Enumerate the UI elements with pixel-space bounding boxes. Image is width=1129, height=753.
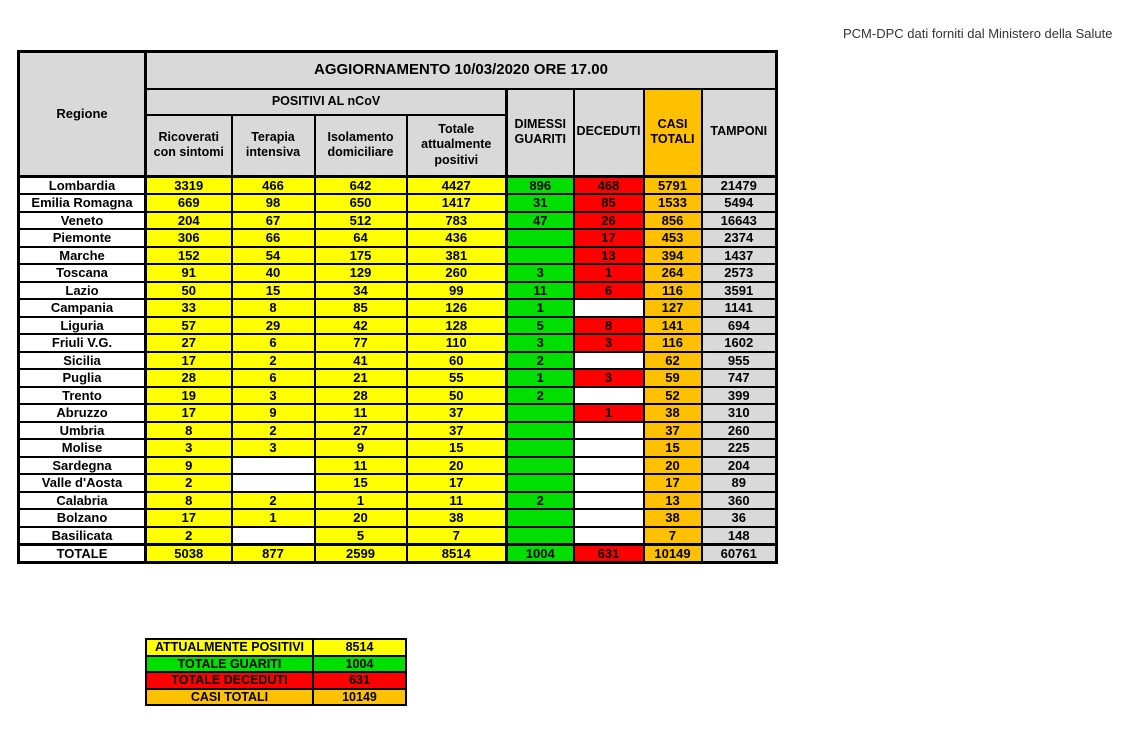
cell-casi-totali: 59 — [644, 369, 702, 387]
cell-ricoverati-sintomi: 33 — [146, 299, 232, 317]
cell-tamponi: 21479 — [702, 177, 777, 195]
cell-ricoverati-sintomi: 3 — [146, 439, 232, 457]
cell-casi-totali: 38 — [644, 404, 702, 422]
cell-tamponi: 260 — [702, 422, 777, 440]
covid-region-table — [17, 50, 778, 564]
cell-tamponi: 310 — [702, 404, 777, 422]
cell-tamponi: 5494 — [702, 194, 777, 212]
cell-totale-positivi: 381 — [407, 247, 507, 265]
summary-value: 631 — [313, 672, 406, 689]
cell-tamponi: 60761 — [702, 544, 777, 562]
cell-regione: Bolzano — [19, 509, 146, 527]
cell-ricoverati-sintomi: 17 — [146, 509, 232, 527]
cell-isolamento-domiciliare: 77 — [315, 334, 407, 352]
cell-casi-totali: 17 — [644, 474, 702, 492]
table-row — [19, 299, 777, 317]
cell-totale-positivi: 783 — [407, 212, 507, 230]
cell-isolamento-domiciliare: 175 — [315, 247, 407, 265]
cell-casi-totali: 15 — [644, 439, 702, 457]
cell-casi-totali: 116 — [644, 334, 702, 352]
cell-tamponi: 36 — [702, 509, 777, 527]
cell-terapia-intensiva: 98 — [232, 194, 315, 212]
cell-totale-positivi: 15 — [407, 439, 507, 457]
cell-totale-positivi: 37 — [407, 404, 507, 422]
cell-tamponi: 747 — [702, 369, 777, 387]
cell-casi-totali: 116 — [644, 282, 702, 300]
cell-terapia-intensiva — [232, 474, 315, 492]
cell-dimessi-guariti: 1 — [507, 369, 574, 387]
cell-regione: Piemonte — [19, 229, 146, 247]
cell-regione: Lazio — [19, 282, 146, 300]
col-header-isolamento: Isolamento domiciliare — [315, 115, 407, 177]
cell-terapia-intensiva: 6 — [232, 369, 315, 387]
cell-deceduti — [574, 457, 644, 475]
cell-deceduti: 631 — [574, 544, 644, 562]
cell-regione: Trento — [19, 387, 146, 405]
cell-totale-positivi: 7 — [407, 527, 507, 545]
cell-dimessi-guariti — [507, 439, 574, 457]
cell-terapia-intensiva: 66 — [232, 229, 315, 247]
cell-isolamento-domiciliare: 129 — [315, 264, 407, 282]
col-header-tamponi: TAMPONI — [702, 89, 777, 177]
cell-casi-totali: 141 — [644, 317, 702, 335]
cell-isolamento-domiciliare: 34 — [315, 282, 407, 300]
col-header-terapia: Terapia intensiva — [232, 115, 315, 177]
table-row — [19, 317, 777, 335]
col-header-totale-positivi: Totale attualmente positivi — [407, 115, 507, 177]
cell-casi-totali: 62 — [644, 352, 702, 370]
cell-dimessi-guariti: 3 — [507, 334, 574, 352]
cell-ricoverati-sintomi: 57 — [146, 317, 232, 335]
summary-row — [146, 689, 406, 706]
cell-terapia-intensiva: 1 — [232, 509, 315, 527]
cell-tamponi: 2374 — [702, 229, 777, 247]
cell-totale-positivi: 50 — [407, 387, 507, 405]
cell-regione: Liguria — [19, 317, 146, 335]
cell-dimessi-guariti: 2 — [507, 352, 574, 370]
cell-isolamento-domiciliare: 21 — [315, 369, 407, 387]
summary-label: TOTALE DECEDUTI — [146, 672, 313, 689]
cell-deceduti — [574, 527, 644, 545]
cell-isolamento-domiciliare: 64 — [315, 229, 407, 247]
cell-tamponi: 955 — [702, 352, 777, 370]
cell-ricoverati-sintomi: 19 — [146, 387, 232, 405]
cell-deceduti — [574, 492, 644, 510]
table-body — [19, 177, 777, 563]
cell-terapia-intensiva: 8 — [232, 299, 315, 317]
cell-deceduti — [574, 352, 644, 370]
cell-regione: Campania — [19, 299, 146, 317]
cell-ricoverati-sintomi: 91 — [146, 264, 232, 282]
cell-deceduti: 1 — [574, 264, 644, 282]
cell-casi-totali: 5791 — [644, 177, 702, 195]
table-row — [19, 457, 777, 475]
cell-regione: Calabria — [19, 492, 146, 510]
cell-terapia-intensiva: 9 — [232, 404, 315, 422]
cell-casi-totali: 38 — [644, 509, 702, 527]
summary-row — [146, 672, 406, 689]
cell-terapia-intensiva — [232, 527, 315, 545]
cell-dimessi-guariti — [507, 229, 574, 247]
cell-isolamento-domiciliare: 42 — [315, 317, 407, 335]
table-row — [19, 229, 777, 247]
table-row — [19, 212, 777, 230]
cell-isolamento-domiciliare: 512 — [315, 212, 407, 230]
cell-regione: Emilia Romagna — [19, 194, 146, 212]
cell-isolamento-domiciliare: 11 — [315, 457, 407, 475]
cell-deceduti: 17 — [574, 229, 644, 247]
cell-terapia-intensiva: 29 — [232, 317, 315, 335]
cell-isolamento-domiciliare: 650 — [315, 194, 407, 212]
cell-regione: Friuli V.G. — [19, 334, 146, 352]
cell-ricoverati-sintomi: 2 — [146, 527, 232, 545]
cell-ricoverati-sintomi: 152 — [146, 247, 232, 265]
cell-ricoverati-sintomi: 27 — [146, 334, 232, 352]
cell-regione: Abruzzo — [19, 404, 146, 422]
table-row — [19, 334, 777, 352]
cell-totale-positivi: 260 — [407, 264, 507, 282]
cell-dimessi-guariti: 1004 — [507, 544, 574, 562]
cell-tamponi: 2573 — [702, 264, 777, 282]
cell-tamponi: 204 — [702, 457, 777, 475]
table-row — [19, 264, 777, 282]
cell-regione: Basilicata — [19, 527, 146, 545]
cell-regione: Lombardia — [19, 177, 146, 195]
cell-dimessi-guariti — [507, 457, 574, 475]
cell-dimessi-guariti: 2 — [507, 387, 574, 405]
cell-dimessi-guariti — [507, 474, 574, 492]
cell-dimessi-guariti — [507, 527, 574, 545]
cell-casi-totali: 37 — [644, 422, 702, 440]
col-header-deceduti: DECEDUTI — [574, 89, 644, 177]
cell-tamponi: 694 — [702, 317, 777, 335]
cell-tamponi: 1602 — [702, 334, 777, 352]
cell-dimessi-guariti: 11 — [507, 282, 574, 300]
cell-dimessi-guariti: 5 — [507, 317, 574, 335]
cell-terapia-intensiva: 2 — [232, 492, 315, 510]
cell-deceduti — [574, 387, 644, 405]
table-row — [19, 387, 777, 405]
cell-deceduti — [574, 422, 644, 440]
cell-totale-positivi: 436 — [407, 229, 507, 247]
cell-totale-positivi: 99 — [407, 282, 507, 300]
cell-regione: Sicilia — [19, 352, 146, 370]
cell-tamponi: 1437 — [702, 247, 777, 265]
cell-terapia-intensiva: 40 — [232, 264, 315, 282]
cell-isolamento-domiciliare: 28 — [315, 387, 407, 405]
cell-deceduti — [574, 474, 644, 492]
cell-totale-positivi: 126 — [407, 299, 507, 317]
cell-casi-totali: 264 — [644, 264, 702, 282]
cell-totale-positivi: 11 — [407, 492, 507, 510]
table-row — [19, 509, 777, 527]
cell-totale-positivi: 37 — [407, 422, 507, 440]
cell-ricoverati-sintomi: 17 — [146, 404, 232, 422]
cell-regione: Puglia — [19, 369, 146, 387]
cell-isolamento-domiciliare: 2599 — [315, 544, 407, 562]
cell-ricoverati-sintomi: 2 — [146, 474, 232, 492]
cell-regione: Valle d'Aosta — [19, 474, 146, 492]
cell-ricoverati-sintomi: 17 — [146, 352, 232, 370]
table-row — [19, 474, 777, 492]
cell-terapia-intensiva — [232, 457, 315, 475]
cell-isolamento-domiciliare: 20 — [315, 509, 407, 527]
cell-regione: Marche — [19, 247, 146, 265]
cell-ricoverati-sintomi: 8 — [146, 422, 232, 440]
cell-dimessi-guariti: 2 — [507, 492, 574, 510]
cell-casi-totali: 1533 — [644, 194, 702, 212]
summary-label: TOTALE GUARITI — [146, 656, 313, 673]
cell-deceduti: 3 — [574, 369, 644, 387]
cell-ricoverati-sintomi: 3319 — [146, 177, 232, 195]
cell-totale-positivi: 20 — [407, 457, 507, 475]
cell-isolamento-domiciliare: 642 — [315, 177, 407, 195]
cell-ricoverati-sintomi: 8 — [146, 492, 232, 510]
cell-totale-positivi: 60 — [407, 352, 507, 370]
cell-tamponi: 148 — [702, 527, 777, 545]
table-row — [19, 194, 777, 212]
cell-regione: Molise — [19, 439, 146, 457]
cell-deceduti — [574, 439, 644, 457]
col-header-dimessi-guariti: DIMESSI GUARITI — [507, 89, 574, 177]
cell-isolamento-domiciliare: 1 — [315, 492, 407, 510]
col-group-positivi: POSITIVI AL nCoV — [146, 89, 507, 115]
cell-ricoverati-sintomi: 50 — [146, 282, 232, 300]
col-header-regione: Regione — [19, 52, 146, 177]
cell-dimessi-guariti — [507, 247, 574, 265]
table-row — [19, 404, 777, 422]
cell-dimessi-guariti — [507, 422, 574, 440]
table-row — [19, 247, 777, 265]
cell-casi-totali: 394 — [644, 247, 702, 265]
cell-dimessi-guariti: 1 — [507, 299, 574, 317]
cell-regione: Veneto — [19, 212, 146, 230]
cell-dimessi-guariti: 47 — [507, 212, 574, 230]
cell-casi-totali: 20 — [644, 457, 702, 475]
summary-row — [146, 639, 406, 656]
cell-ricoverati-sintomi: 28 — [146, 369, 232, 387]
cell-isolamento-domiciliare: 9 — [315, 439, 407, 457]
cell-isolamento-domiciliare: 5 — [315, 527, 407, 545]
cell-regione: Umbria — [19, 422, 146, 440]
cell-casi-totali: 7 — [644, 527, 702, 545]
cell-totale-positivi: 4427 — [407, 177, 507, 195]
cell-casi-totali: 13 — [644, 492, 702, 510]
summary-body — [146, 639, 406, 705]
table-row — [19, 527, 777, 545]
cell-ricoverati-sintomi: 306 — [146, 229, 232, 247]
cell-deceduti: 1 — [574, 404, 644, 422]
cell-terapia-intensiva: 3 — [232, 439, 315, 457]
cell-ricoverati-sintomi: 9 — [146, 457, 232, 475]
cell-totale-positivi: 110 — [407, 334, 507, 352]
cell-terapia-intensiva: 2 — [232, 422, 315, 440]
cell-dimessi-guariti: 31 — [507, 194, 574, 212]
table-row — [19, 177, 777, 195]
table-row — [19, 422, 777, 440]
source-note: PCM-DPC dati forniti dal Ministero della Salute — [843, 26, 1113, 41]
cell-totale-positivi: 1417 — [407, 194, 507, 212]
cell-terapia-intensiva: 67 — [232, 212, 315, 230]
cell-casi-totali: 52 — [644, 387, 702, 405]
col-header-ricoverati: Ricoverati con sintomi — [146, 115, 232, 177]
cell-deceduti: 26 — [574, 212, 644, 230]
cell-isolamento-domiciliare: 27 — [315, 422, 407, 440]
cell-dimessi-guariti: 896 — [507, 177, 574, 195]
cell-terapia-intensiva: 6 — [232, 334, 315, 352]
cell-dimessi-guariti — [507, 509, 574, 527]
cell-totale-positivi: 55 — [407, 369, 507, 387]
cell-deceduti: 85 — [574, 194, 644, 212]
cell-tamponi: 16643 — [702, 212, 777, 230]
col-header-casi-totali: CASI TOTALI — [644, 89, 702, 177]
cell-terapia-intensiva: 2 — [232, 352, 315, 370]
cell-terapia-intensiva: 54 — [232, 247, 315, 265]
cell-isolamento-domiciliare: 85 — [315, 299, 407, 317]
table-row — [19, 282, 777, 300]
cell-ricoverati-sintomi: 204 — [146, 212, 232, 230]
cell-isolamento-domiciliare: 15 — [315, 474, 407, 492]
cell-totale-positivi: 128 — [407, 317, 507, 335]
cell-deceduti: 8 — [574, 317, 644, 335]
cell-isolamento-domiciliare: 11 — [315, 404, 407, 422]
cell-casi-totali: 127 — [644, 299, 702, 317]
totals-row — [19, 544, 777, 562]
cell-deceduti: 6 — [574, 282, 644, 300]
cell-ricoverati-sintomi: 669 — [146, 194, 232, 212]
summary-value: 10149 — [313, 689, 406, 706]
cell-totale-positivi: 17 — [407, 474, 507, 492]
table-row — [19, 352, 777, 370]
summary-table — [145, 638, 407, 706]
cell-tamponi: 89 — [702, 474, 777, 492]
cell-deceduti — [574, 299, 644, 317]
summary-row — [146, 656, 406, 673]
cell-ricoverati-sintomi: 5038 — [146, 544, 232, 562]
cell-regione: Sardegna — [19, 457, 146, 475]
table-row — [19, 369, 777, 387]
cell-tamponi: 360 — [702, 492, 777, 510]
cell-deceduti: 3 — [574, 334, 644, 352]
cell-dimessi-guariti — [507, 404, 574, 422]
summary-label: ATTUALMENTE POSITIVI — [146, 639, 313, 656]
cell-regione: TOTALE — [19, 544, 146, 562]
summary-value: 1004 — [313, 656, 406, 673]
cell-casi-totali: 453 — [644, 229, 702, 247]
cell-tamponi: 3591 — [702, 282, 777, 300]
cell-terapia-intensiva: 15 — [232, 282, 315, 300]
table-row — [19, 439, 777, 457]
cell-terapia-intensiva: 3 — [232, 387, 315, 405]
summary-label: CASI TOTALI — [146, 689, 313, 706]
cell-totale-positivi: 38 — [407, 509, 507, 527]
cell-tamponi: 1141 — [702, 299, 777, 317]
cell-tamponi: 225 — [702, 439, 777, 457]
table-row — [19, 492, 777, 510]
cell-casi-totali: 856 — [644, 212, 702, 230]
summary-value: 8514 — [313, 639, 406, 656]
cell-isolamento-domiciliare: 41 — [315, 352, 407, 370]
cell-casi-totali: 10149 — [644, 544, 702, 562]
cell-dimessi-guariti: 3 — [507, 264, 574, 282]
cell-regione: Toscana — [19, 264, 146, 282]
cell-totale-positivi: 8514 — [407, 544, 507, 562]
cell-deceduti: 468 — [574, 177, 644, 195]
header-row-title — [19, 52, 777, 89]
table-title: AGGIORNAMENTO 10/03/2020 ORE 17.00 — [146, 52, 777, 89]
cell-deceduti — [574, 509, 644, 527]
cell-terapia-intensiva: 877 — [232, 544, 315, 562]
cell-tamponi: 399 — [702, 387, 777, 405]
cell-deceduti: 13 — [574, 247, 644, 265]
cell-terapia-intensiva: 466 — [232, 177, 315, 195]
